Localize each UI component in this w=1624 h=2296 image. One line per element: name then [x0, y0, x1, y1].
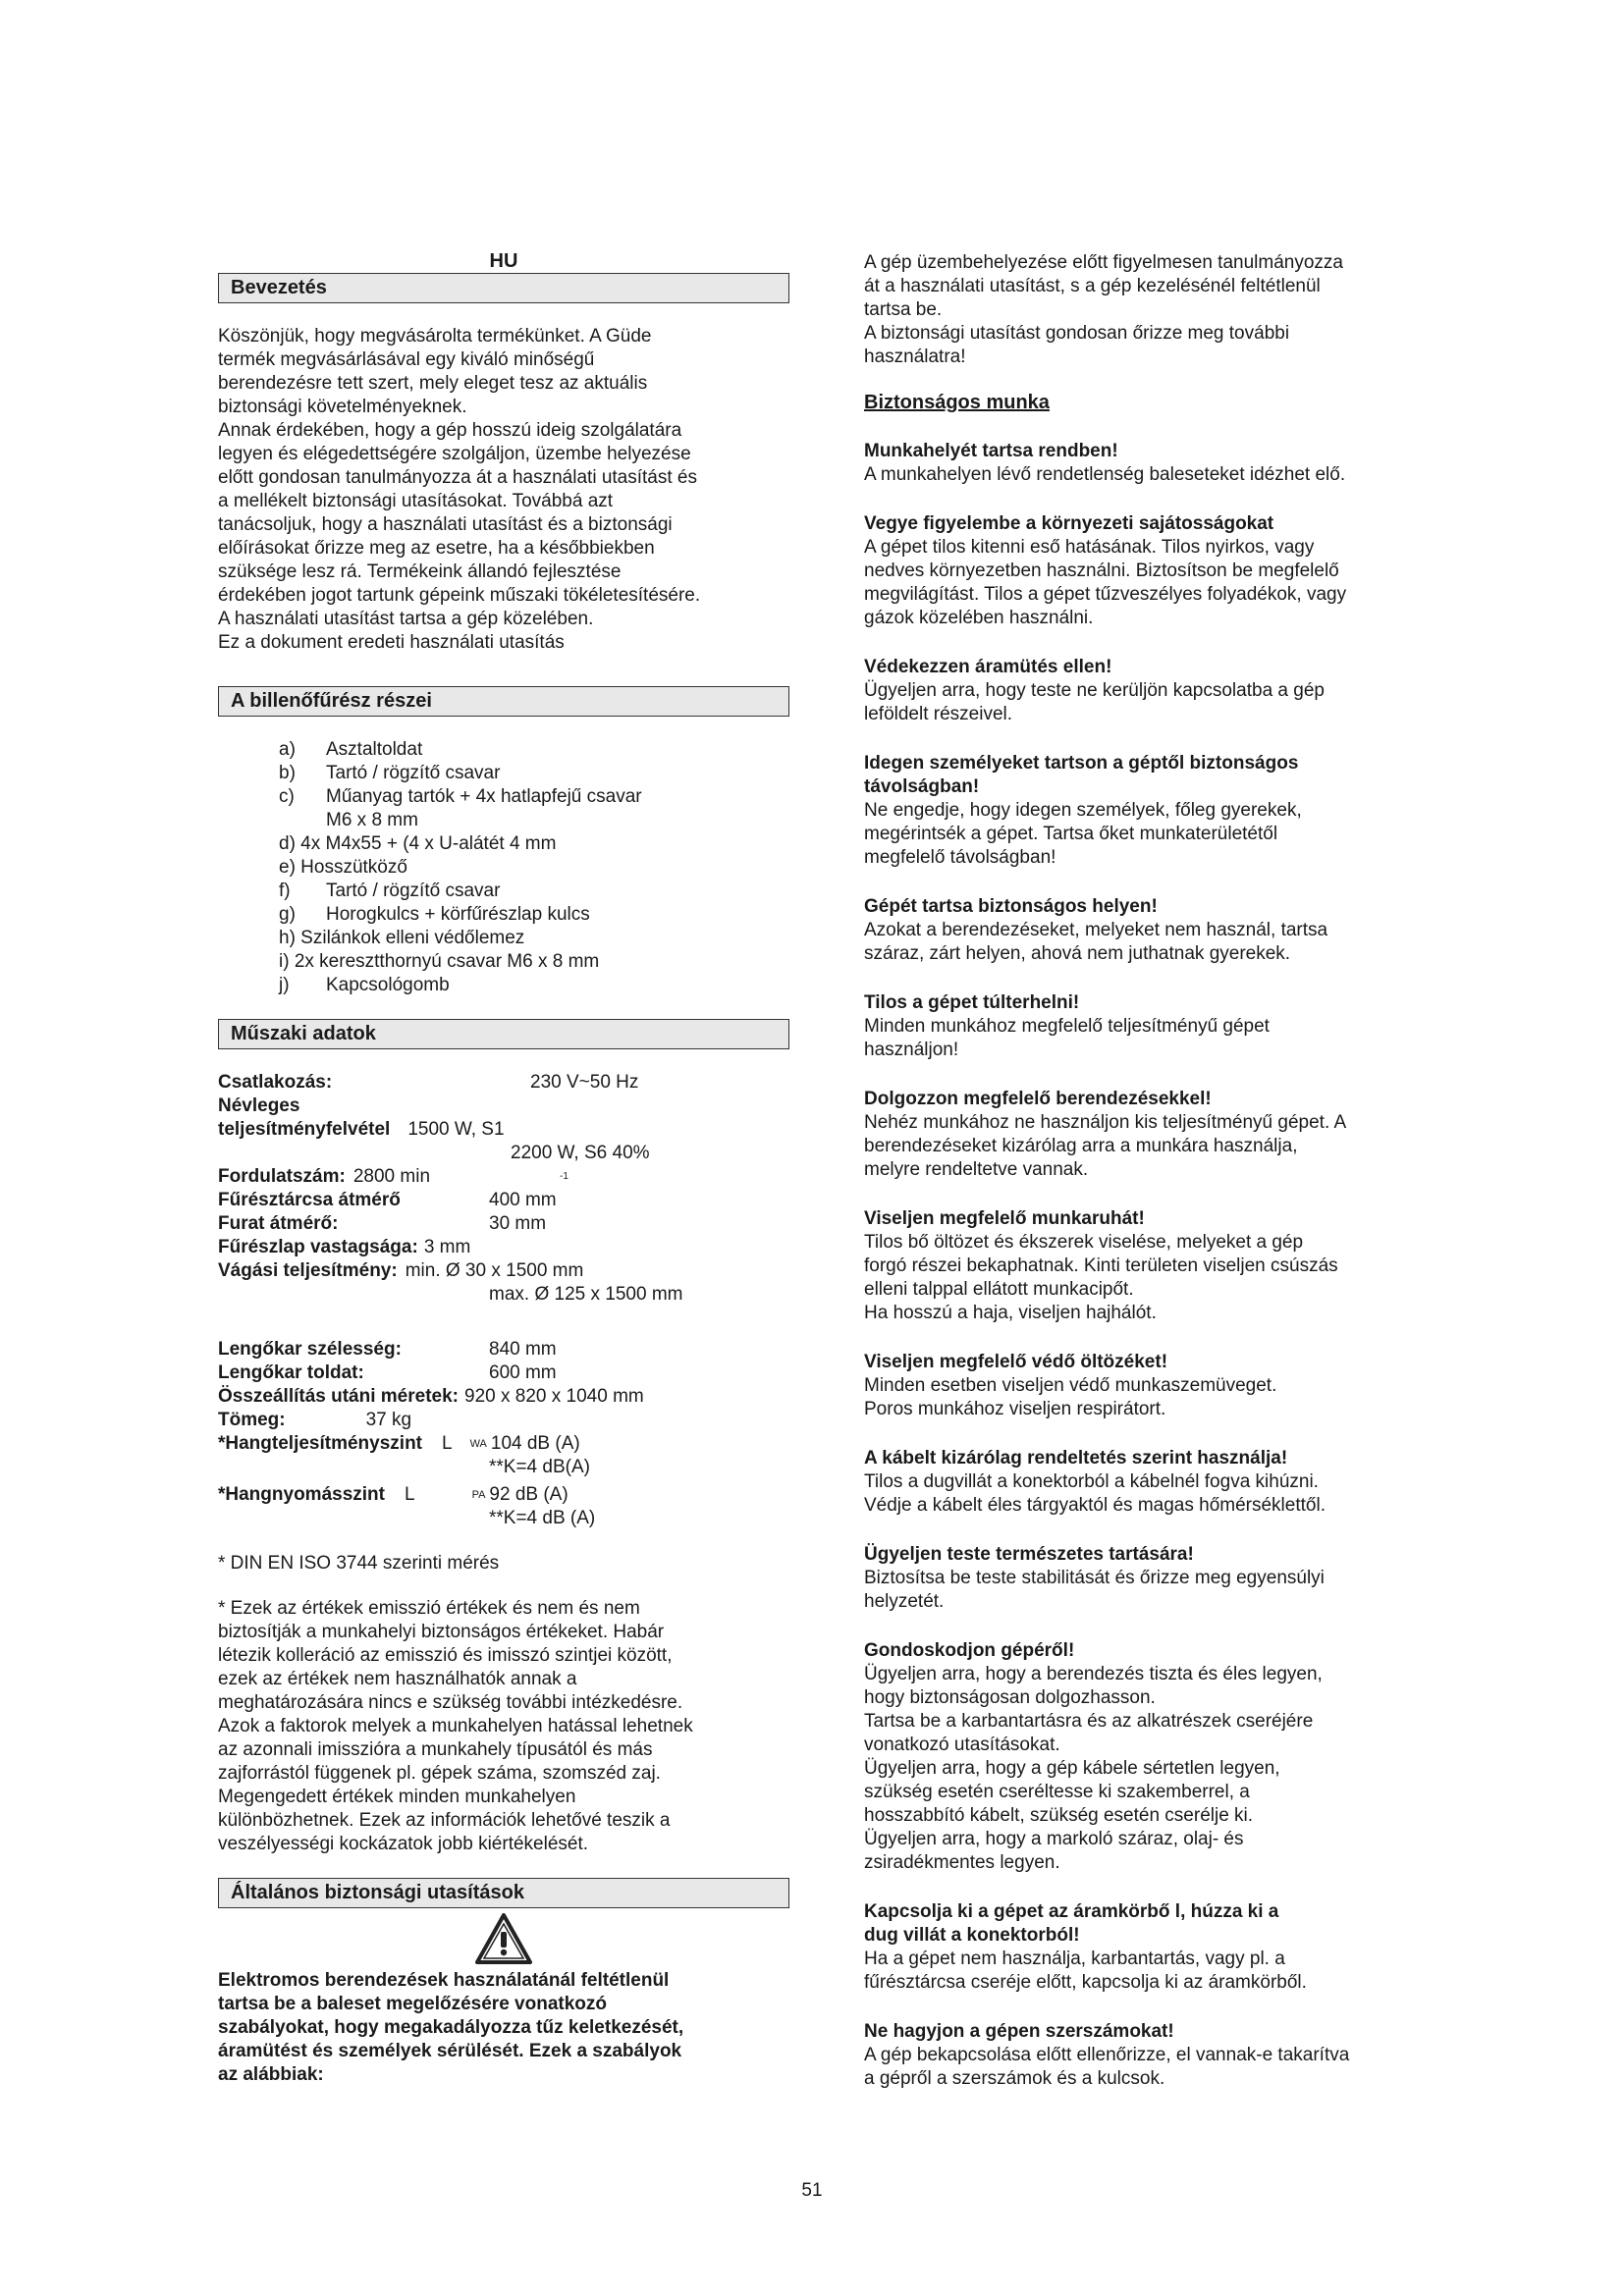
- intro-line: előtt gondosan tanulmányozza át a használati utasítást és: [218, 467, 697, 488]
- section-body-line: hosszabbító kábelt, szükség esetén cserélje ki.: [864, 1805, 1254, 1826]
- part-text: Tartó / rögzítő csavar: [326, 763, 501, 783]
- section-title: A kábelt kizárólag rendeltetés szerint használja!: [864, 1448, 1288, 1468]
- section-body-line: fűrésztárcsa cseréje előtt, kapcsolja ki az áramkörből.: [864, 1972, 1307, 1993]
- section-body-line: Tartsa be a karbantartásra és az alkatrészek cseréjére: [864, 1711, 1314, 1732]
- section-body-line: megvilágítást. Tilos a gépet tűzveszélyes folyadékok, vagy: [864, 584, 1347, 605]
- spec-value: 92 dB (A): [489, 1484, 568, 1505]
- intro-line: berendezésre tett szert, mely eleget tesz az aktuális: [218, 373, 648, 394]
- spec-value: **K=4 dB (A): [489, 1508, 596, 1528]
- part-letter: b): [279, 763, 296, 783]
- page-number: 51: [801, 2180, 823, 2201]
- right-intro: [864, 251, 1414, 369]
- section-title: Gondoskodjon gépéről!: [864, 1640, 1075, 1661]
- emission-line: létezik kolleráció az emisszió és imisszó szintjei között,: [218, 1645, 673, 1666]
- emission-line: zajforrástól függenek pl. gépek száma, szomszéd zaj.: [218, 1763, 661, 1784]
- section-title: dug villát a konektorból!: [864, 1925, 1080, 1946]
- section-body-line: melyre rendeltetve vannak.: [864, 1159, 1089, 1180]
- intro-line: biztonsági követelményeknek.: [218, 397, 467, 417]
- intro-line: tanácsoljuk, hogy a használati utasítást és a biztonsági: [218, 514, 673, 535]
- section-body-line: Minden esetben viseljen védő munkaszemüveget.: [864, 1375, 1277, 1396]
- warning-line: Elektromos berendezések használatánál feltétlenül: [218, 1970, 670, 1991]
- spec-key: Fűrésztárcsa átmérő: [218, 1190, 401, 1210]
- intro-line: a mellékelt biztonsági utasításokat. Továbbá azt: [218, 491, 614, 511]
- section-body-line: Tilos a dugvillát a konektorból a kábelnél fogva kihúzni.: [864, 1471, 1319, 1492]
- section-body-line: Ügyeljen arra, hogy a markoló száraz, olaj- és: [864, 1829, 1244, 1849]
- section-body-line: Poros munkához viseljen respirátort.: [864, 1399, 1166, 1419]
- spec-value: 2800 min: [352, 1166, 431, 1187]
- section-body-line: vonatkozó utasításokat.: [864, 1735, 1060, 1755]
- section-body-line: Ügyeljen arra, hogy a berendezés tiszta és éles legyen,: [864, 1664, 1323, 1684]
- intro-line: termék megvásárlásával egy kiváló minőségű: [218, 349, 595, 370]
- intro-line: át a használati utasítást, s a gép kezelésénél feltétlenül: [864, 276, 1321, 296]
- emission-line: különbözhetnek. Ezek az információk lehetővé teszik a: [218, 1810, 671, 1831]
- spec-subscript: WA: [469, 1438, 487, 1450]
- section-body-line: száraz, zárt helyen, ahová nem juthatnak gyerekek.: [864, 943, 1291, 964]
- part-text: M6 x 8 mm: [326, 810, 418, 830]
- emission-line: Azok a faktorok melyek a munkahelyen hatással lehetnek: [218, 1716, 693, 1736]
- list-item: [279, 832, 789, 856]
- part-text: Kapcsológomb: [326, 975, 450, 995]
- emission-line: ezek az értékek nem használhatók annak a: [218, 1669, 577, 1689]
- list-item: [279, 880, 789, 903]
- section-body-line: Ha hosszú a haja, viseljen hajhálót.: [864, 1303, 1157, 1323]
- section-body-line: szükség esetén cseréltesse ki szakemberrel, a: [864, 1782, 1250, 1802]
- left-column: [218, 251, 789, 2087]
- safety-heading: Általános biztonsági utasítások: [218, 1878, 789, 1908]
- part-letter: c): [279, 786, 295, 807]
- intro-line: A gép üzembehelyezése előtt figyelmesen tanulmányozza: [864, 252, 1343, 273]
- part-text: Tartó / rögzítő csavar: [326, 881, 501, 901]
- section-body-line: leföldelt részeivel.: [864, 704, 1013, 724]
- emission-line: Megengedett értékek minden munkahelyen: [218, 1787, 576, 1807]
- section-title: Idegen személyeket tartson a géptől biztonságos: [864, 753, 1299, 774]
- intro-heading: Bevezetés: [218, 273, 789, 303]
- list-item: [279, 785, 789, 809]
- section-body-line: a gépről a szerszámok és a kulcsok.: [864, 2068, 1165, 2089]
- warning-line: az alábbiak:: [218, 2064, 324, 2085]
- section-body-line: gázok közelében használni.: [864, 608, 1094, 628]
- section-body-line: hogy biztonságosan dolgozhasson.: [864, 1687, 1156, 1708]
- part-letter: i) 2x keresztthornyú csavar M6 x 8 mm: [279, 951, 600, 972]
- section-body-line: Ügyeljen arra, hogy teste ne kerüljön kapcsolatba a gép: [864, 680, 1325, 701]
- section-body-line: Ha a gépet nem használja, karbantartás, vagy pl. a: [864, 1949, 1285, 1969]
- section-title: Vegye figyelembe a környezeti sajátosságokat: [864, 513, 1274, 534]
- spec-value: 230 V~50 Hz: [530, 1072, 639, 1093]
- language-code: HU: [489, 250, 518, 272]
- intro-text: [218, 325, 789, 655]
- emission-line: * Ezek az értékek emisszió értékek és nem és nem: [218, 1598, 640, 1619]
- safe-work-heading: Biztonságos munka: [864, 392, 1050, 413]
- section-body-line: helyzetét.: [864, 1591, 945, 1612]
- section-title: Tilos a gépet túlterhelni!: [864, 992, 1080, 1013]
- spec-value: 600 mm: [489, 1362, 557, 1383]
- spec-value: 840 mm: [489, 1339, 557, 1360]
- section-title: távolságban!: [864, 776, 980, 797]
- emission-line: veszélyességi kockázatok jobb kiértékelését.: [218, 1834, 589, 1854]
- part-letter: g): [279, 904, 296, 925]
- intro-line: érdekében jogot tartunk gépeink műszaki tökéletesítésére.: [218, 585, 701, 606]
- part-letter: f): [279, 881, 291, 901]
- warning-icon: [218, 1912, 789, 1969]
- part-letter: [279, 809, 326, 832]
- section-body-line: használjon!: [864, 1040, 959, 1060]
- spec-value: **K=4 dB(A): [489, 1457, 590, 1477]
- section-title: Viseljen megfelelő védő öltözéket!: [864, 1352, 1168, 1372]
- part-text: Műanyag tartók + 4x hatlapfejű csavar: [326, 786, 642, 807]
- list-item: [279, 809, 789, 832]
- warning-text: [218, 1969, 789, 2087]
- spec-key: Furat átmérő:: [218, 1213, 339, 1234]
- warning-line: szabályokat, hogy megakadályozza tűz keletkezését,: [218, 2017, 684, 2038]
- section-title: Munkahelyét tartsa rendben!: [864, 441, 1118, 461]
- spec-value: 920 x 820 x 1040 mm: [464, 1386, 644, 1407]
- warning-line: tartsa be a baleset megelőzésére vonatkozó: [218, 1994, 607, 2014]
- tech-heading: Műszaki adatok: [218, 1019, 789, 1049]
- spec-symbol: L: [404, 1484, 415, 1505]
- section-title: Dolgozzon megfelelő berendezésekkel!: [864, 1089, 1212, 1109]
- part-text: Horogkulcs + körfűrészlap kulcs: [326, 904, 590, 925]
- part-letter: j): [279, 975, 290, 995]
- spec-key: Névleges: [218, 1095, 300, 1116]
- intro-line: előírásokat őrizze meg az esetre, ha a későbbiekben: [218, 538, 655, 559]
- intro-line: használatra!: [864, 347, 966, 367]
- intro-line: szüksége lesz rá. Termékeink állandó fejlesztése: [218, 561, 622, 582]
- parts-list: [279, 738, 789, 997]
- spec-key: Lengőkar toldat:: [218, 1362, 364, 1383]
- section-body-line: megérintsék a gépet. Tartsa őket munkaterületétől: [864, 824, 1278, 844]
- section-body-line: forgó részei bekaphatnak. Kinti területen viseljen csúszás: [864, 1255, 1338, 1276]
- spec-key: *Hangteljesítményszint: [218, 1433, 422, 1454]
- section-body-line: nedves környezetben használni. Biztosítson be megfelelő: [864, 561, 1339, 581]
- spec-key: teljesítményfelvétel: [218, 1119, 391, 1140]
- spec-key: *Hangnyomásszint: [218, 1484, 385, 1505]
- section-body-line: elleni talppal ellátott munkacipőt.: [864, 1279, 1134, 1300]
- section-body-line: Ne engedje, hogy idegen személyek, főleg gyerekek,: [864, 800, 1302, 821]
- spec-symbol: L: [442, 1433, 453, 1454]
- right-column: [864, 251, 1414, 2091]
- spec-key: Lengőkar szélesség:: [218, 1339, 402, 1360]
- spec-value: 1500 W, S1: [407, 1119, 505, 1140]
- part-letter: h) Szilánkok elleni védőlemez: [279, 928, 525, 948]
- emission-line: meghatározására nincs e szükség további intézkedésre.: [218, 1692, 683, 1713]
- list-item: [279, 738, 789, 762]
- section-title: Ügyeljen teste természetes tartására!: [864, 1544, 1194, 1565]
- part-text: Asztaltoldat: [326, 739, 423, 760]
- intro-line: legyen és elégedettségére szolgáljon, üzembe helyezése: [218, 444, 691, 464]
- spec-value: 37 kg: [365, 1410, 412, 1430]
- spec-subscript: PA: [471, 1489, 486, 1501]
- section-title: Gépét tartsa biztonságos helyen!: [864, 896, 1158, 917]
- emission-line: az azonnali imisszióra a munkahely típusától és más: [218, 1739, 653, 1760]
- emission-text: [218, 1597, 789, 1856]
- section-body-line: megfelelő távolságban!: [864, 847, 1056, 868]
- section-body-line: Minden munkához megfelelő teljesítményű gépet: [864, 1016, 1270, 1037]
- spec-value: 104 dB (A): [490, 1433, 580, 1454]
- emission-line: biztosítják a munkahelyi biztonságos értékeket. Habár: [218, 1622, 665, 1642]
- list-item: [279, 950, 789, 974]
- warning-line: áramütést és személyek sérülését. Ezek a szabályok: [218, 2041, 682, 2061]
- part-letter: d) 4x M4x55 + (4 x U-alátét 4 mm: [279, 833, 557, 854]
- spec-value: 2200 W, S6 40%: [511, 1143, 650, 1163]
- spec-key: Fordulatszám:: [218, 1166, 346, 1187]
- intro-line: tartsa be.: [864, 299, 943, 320]
- section-body-line: Ügyeljen arra, hogy a gép kábele sértetlen legyen,: [864, 1758, 1280, 1779]
- spec-superscript: -1: [560, 1171, 568, 1182]
- list-item: [279, 856, 789, 880]
- spec-key: Csatlakozás:: [218, 1072, 333, 1093]
- section-body-line: A munkahelyen lévő rendetlenség baleseteket idézhet elő.: [864, 464, 1346, 485]
- section-body-line: Azokat a berendezéseket, melyeket nem használ, tartsa: [864, 920, 1328, 940]
- parts-heading: A billenőfűrész részei: [218, 686, 789, 717]
- section-body-line: Biztosítsa be teste stabilitását és őrizze meg egyensúlyi: [864, 1568, 1325, 1588]
- section-body-line: Nehéz munkához ne használjon kis teljesítményű gépet. A: [864, 1112, 1347, 1133]
- safety-sections: [864, 414, 1414, 2091]
- spec-value: 30 mm: [489, 1213, 547, 1234]
- spec-key: Vágási teljesítmény:: [218, 1260, 398, 1281]
- spec-value: 3 mm: [423, 1237, 471, 1257]
- list-item: [279, 974, 789, 997]
- intro-line: Köszönjük, hogy megvásárolta termékünket. A Güde: [218, 326, 652, 347]
- section-title: Kapcsolja ki a gépet az áramkörbő l, húzza ki a: [864, 1901, 1279, 1922]
- section-body-line: A gép bekapcsolása előtt ellenőrizze, el vannak-e takarítva: [864, 2045, 1350, 2065]
- spec-value: max. Ø 125 x 1500 mm: [489, 1284, 683, 1305]
- intro-line: Annak érdekében, hogy a gép hosszú ideig szolgálatára: [218, 420, 682, 441]
- part-letter: e) Hosszütköző: [279, 857, 407, 878]
- intro-line: A biztonsági utasítást gondosan őrizze meg további: [864, 323, 1290, 344]
- section-title: Viseljen megfelelő munkaruhát!: [864, 1208, 1145, 1229]
- spec-key: Fűrészlap vastagsága:: [218, 1237, 418, 1257]
- list-item: [279, 762, 789, 785]
- section-body-line: A gépet tilos kitenni eső hatásának. Tilos nyirkos, vagy: [864, 537, 1315, 558]
- intro-line: Ez a dokument eredeti használati utasítás: [218, 632, 565, 653]
- part-letter: a): [279, 739, 296, 760]
- section-body-line: Védje a kábelt éles tárgyaktól és magas hőmérséklettől.: [864, 1495, 1326, 1516]
- spec-key: Összeállítás utáni méretek:: [218, 1386, 459, 1407]
- spec-value: min. Ø 30 x 1500 mm: [405, 1260, 584, 1281]
- section-body-line: zsiradékmentes legyen.: [864, 1852, 1060, 1873]
- list-item: [279, 903, 789, 927]
- din-note: * DIN EN ISO 3744 szerinti mérés: [218, 1553, 500, 1574]
- section-body-line: Tilos bő öltözet és ékszerek viselése, melyeket a gép: [864, 1232, 1304, 1253]
- section-body-line: berendezéseket kizárólag arra a munkára használja,: [864, 1136, 1298, 1156]
- section-title: Védekezzen áramütés ellen!: [864, 657, 1112, 677]
- spec-key: Tömeg:: [218, 1410, 286, 1430]
- section-title: Ne hagyjon a gépen szerszámokat!: [864, 2021, 1174, 2042]
- list-item: [279, 927, 789, 950]
- spec-value: 400 mm: [489, 1190, 557, 1210]
- spec-table: [218, 1071, 789, 1530]
- intro-line: A használati utasítást tartsa a gép közelében.: [218, 609, 594, 629]
